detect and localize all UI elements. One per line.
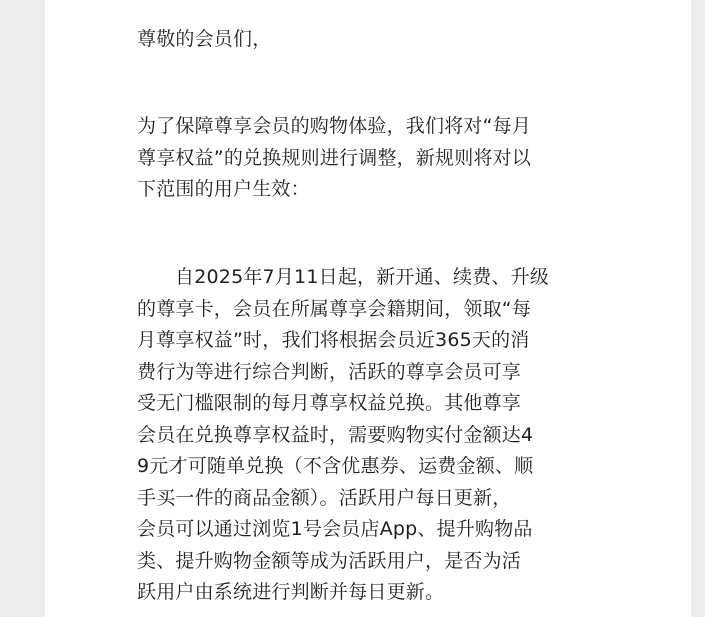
rule-line: 9元才可随单兑换（不含优惠券、运费金额、顺 xyxy=(137,455,534,477)
rule-line: 手买一件的商品金额）。活跃用户每日更新， xyxy=(137,486,512,509)
rule-line: 自2025年7月11日起，新开通、续费、升级 xyxy=(175,266,550,288)
right-gutter xyxy=(691,0,705,617)
intro-line: 为了保障尊享会员的购物体验，我们将对“每月 xyxy=(137,115,532,137)
rule-line: 费行为等进行综合判断，活跃的尊享会员可享 xyxy=(137,360,522,383)
rule-line: 跃用户由系统进行判断并每日更新。 xyxy=(137,581,445,603)
intro-line: 下范围的用户生效： xyxy=(137,178,310,200)
rule-line: 月尊享权益”时，我们将根据会员近365天的消 xyxy=(137,329,530,351)
document-page xyxy=(45,0,691,617)
left-gutter xyxy=(0,0,45,617)
rule-line: 会员在兑换尊享权益时，需要购物实付金额达4 xyxy=(137,423,534,446)
rule-line: 类、提升购物金额等成为活跃用户，是否为活 xyxy=(137,549,522,572)
intro-paragraph xyxy=(137,111,577,206)
greeting-text: 尊敬的会员们， xyxy=(137,28,272,50)
rule-line: 的尊享卡，会员在所属尊享会籍期间，领取“每 xyxy=(137,297,532,320)
rule-line: 受无门槛限制的每月尊享权益兑换。其他尊享 xyxy=(137,392,522,414)
intro-line: 尊享权益”的兑换规则进行调整，新规则将对以 xyxy=(137,146,532,169)
rule-paragraph xyxy=(137,262,577,609)
rule-line: 会员可以通过浏览1号会员店App、提升购物品 xyxy=(137,518,533,540)
